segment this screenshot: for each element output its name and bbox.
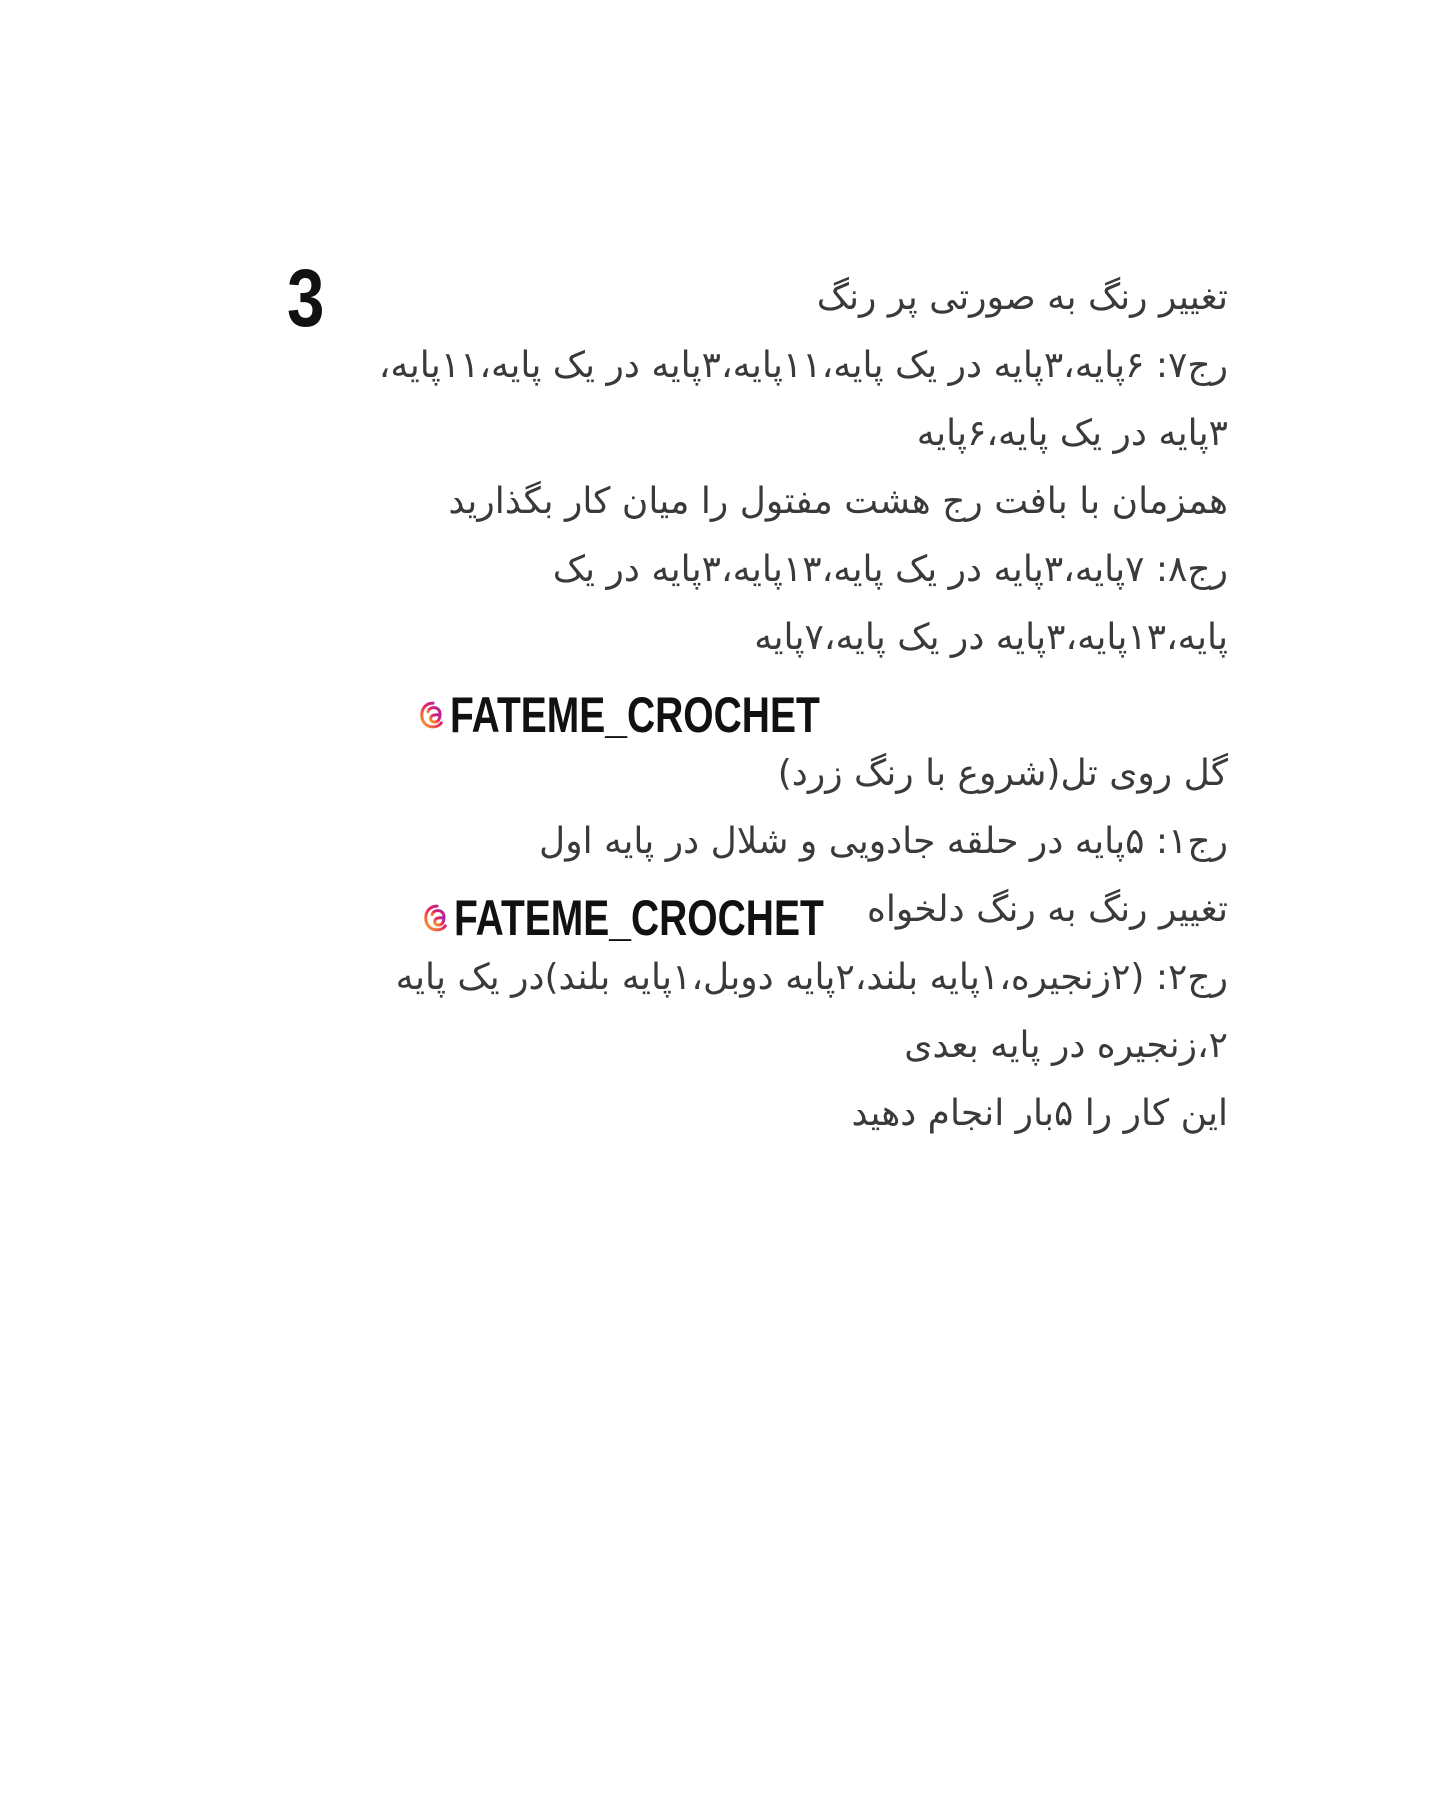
instruction-line: این کار را ۵بار انجام دهید (851, 1093, 1228, 1134)
instruction-line: رج۲: (۲زنجیره،۱پایه بلند،۲پایه دوبل،۱پایه بلند)در یک پایه (395, 957, 1228, 998)
watermark-handle: FATEME_CROCHET (450, 687, 820, 743)
watermark-handle: FATEME_CROCHET (454, 890, 824, 946)
instruction-line: همزمان با بافت رج هشت مفتول را میان کار بگذارید (448, 481, 1228, 522)
instruction-line: تغییر رنگ به رنگ دلخواه (866, 889, 1228, 930)
page-number: 3 (287, 253, 325, 344)
instruction-line: ۲،زنجیره در پایه بعدی (904, 1025, 1228, 1066)
watermark (422, 890, 928, 946)
instruction-line: رج۱: ۵پایه در حلقه جادویی و شلال در پایه اول (539, 821, 1228, 862)
instruction-line: ۳پایه در یک پایه،۶پایه (916, 413, 1228, 454)
instruction-line: رج۸: ۷پایه،۳پایه در یک پایه،۱۳پایه،۳پایه در یک (552, 549, 1228, 590)
instruction-line: پایه،۱۳پایه،۳پایه در یک پایه،۷پایه (754, 617, 1228, 658)
watermark (418, 687, 924, 743)
threads-icon (422, 903, 452, 933)
instruction-line: تغییر رنگ به صورتی پر رنگ (816, 277, 1228, 318)
instruction-line: گل روی تل(شروع با رنگ زرد) (777, 753, 1228, 794)
instruction-line: رج۷: ۶پایه،۳پایه در یک پایه،۱۱پایه،۳پایه در یک پایه،۱۱پایه، (378, 345, 1228, 386)
threads-icon (418, 700, 448, 730)
